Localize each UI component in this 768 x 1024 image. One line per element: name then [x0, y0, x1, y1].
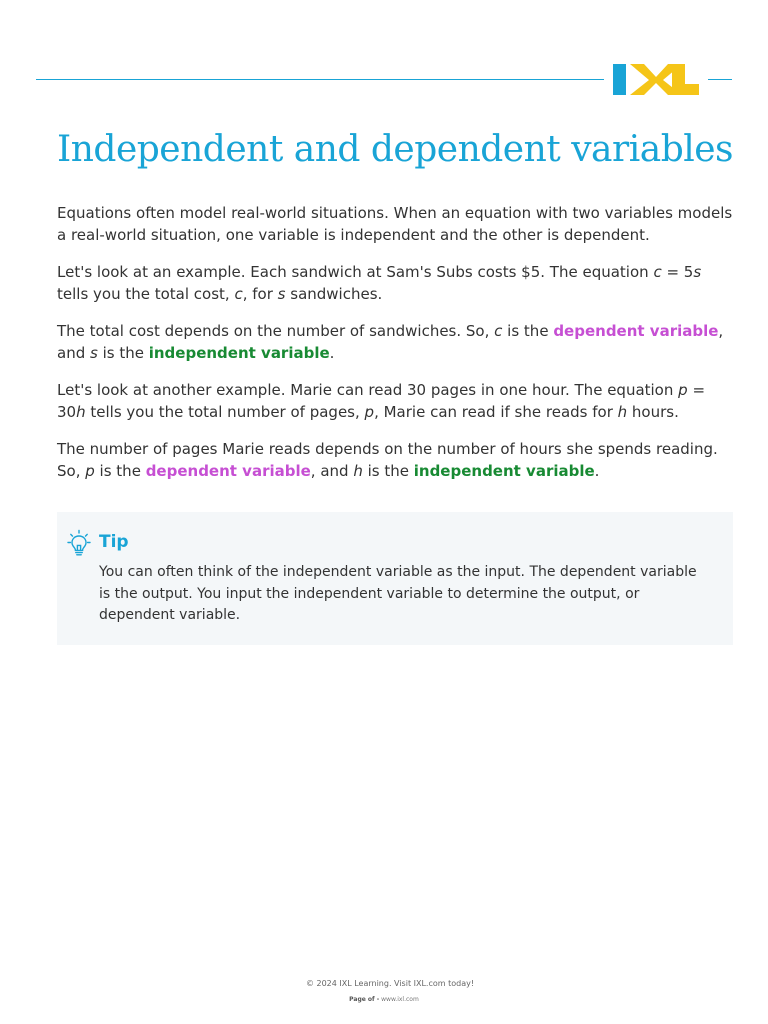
paragraph-explanation-2	[57, 438, 737, 482]
variable: c	[494, 322, 503, 340]
independent-variable-term: independent variable	[148, 344, 330, 362]
paragraph-example-2	[57, 379, 737, 423]
dependent-variable-term: dependent variable	[553, 322, 719, 340]
text-span: , and	[57, 322, 724, 362]
paragraph-example-1	[57, 261, 737, 305]
variable: c	[234, 285, 243, 303]
text-span: sandwiches.	[285, 285, 383, 303]
variable: h	[353, 462, 363, 480]
paragraph-explanation-1	[57, 320, 737, 364]
text-span: The total cost depends on the number of sandwiches. So,	[57, 322, 495, 340]
text-span: tells you the total number of pages,	[85, 403, 365, 421]
text-span: The number of pages Marie reads depends on the number of hours she spends reading. So,	[57, 440, 718, 480]
footer-page-label: Page of -	[349, 996, 380, 1003]
lesson-body	[57, 202, 737, 497]
text-span: , Marie can read if she reads for	[374, 403, 618, 421]
text-span: is the	[97, 344, 149, 362]
tip-title: Tip	[99, 532, 129, 552]
ixl-logo	[611, 63, 701, 97]
text-span: = 5	[661, 263, 694, 281]
tip-body: You can often think of the independent variable as the input. The dependent variable is the output. You input the independent variable to determine the output, or dependent variable.	[99, 564, 697, 623]
footer-copyright: © 2024 IXL Learning. Visit IXL.com today!	[305, 979, 475, 988]
header-rule-right	[708, 79, 732, 80]
variable: s	[277, 285, 286, 303]
text-span: , for	[242, 285, 278, 303]
paragraph-intro: Equations often model real-world situations. When an equation with two variables models a real-world situation, one variable is independent and the other is dependent.	[57, 204, 733, 244]
variable: h	[76, 403, 86, 421]
text-span: , and	[310, 462, 354, 480]
variable: p	[678, 381, 688, 399]
variable: s	[693, 263, 702, 281]
footer-site-link[interactable]: www.ixl.com	[381, 996, 419, 1003]
lightbulb-icon	[65, 529, 93, 557]
text-span: .	[329, 344, 335, 362]
variable: c	[653, 263, 662, 281]
text-span: Let's look at another example. Marie can read 30 pages in one hour. The equation	[57, 381, 679, 399]
footer-page-info	[0, 996, 768, 1003]
text-span: tells you the total cost,	[57, 285, 235, 303]
page-title: Independent and dependent variables	[57, 129, 734, 170]
variable: p	[85, 462, 95, 480]
text-span: is the	[94, 462, 146, 480]
tip-box	[57, 512, 733, 645]
dependent-variable-term: dependent variable	[145, 462, 311, 480]
text-span: is the	[502, 322, 554, 340]
text-span: Let's look at an example. Each sandwich at Sam's Subs costs $5. The equation	[57, 263, 654, 281]
independent-variable-term: independent variable	[413, 462, 595, 480]
text-span: is the	[362, 462, 414, 480]
text-span: hours.	[627, 403, 679, 421]
variable: p	[364, 403, 375, 421]
text-span: .	[594, 462, 600, 480]
header-rule	[36, 79, 604, 80]
variable: h	[617, 403, 628, 421]
variable: s	[90, 344, 98, 362]
text-span: = 30	[57, 381, 706, 421]
